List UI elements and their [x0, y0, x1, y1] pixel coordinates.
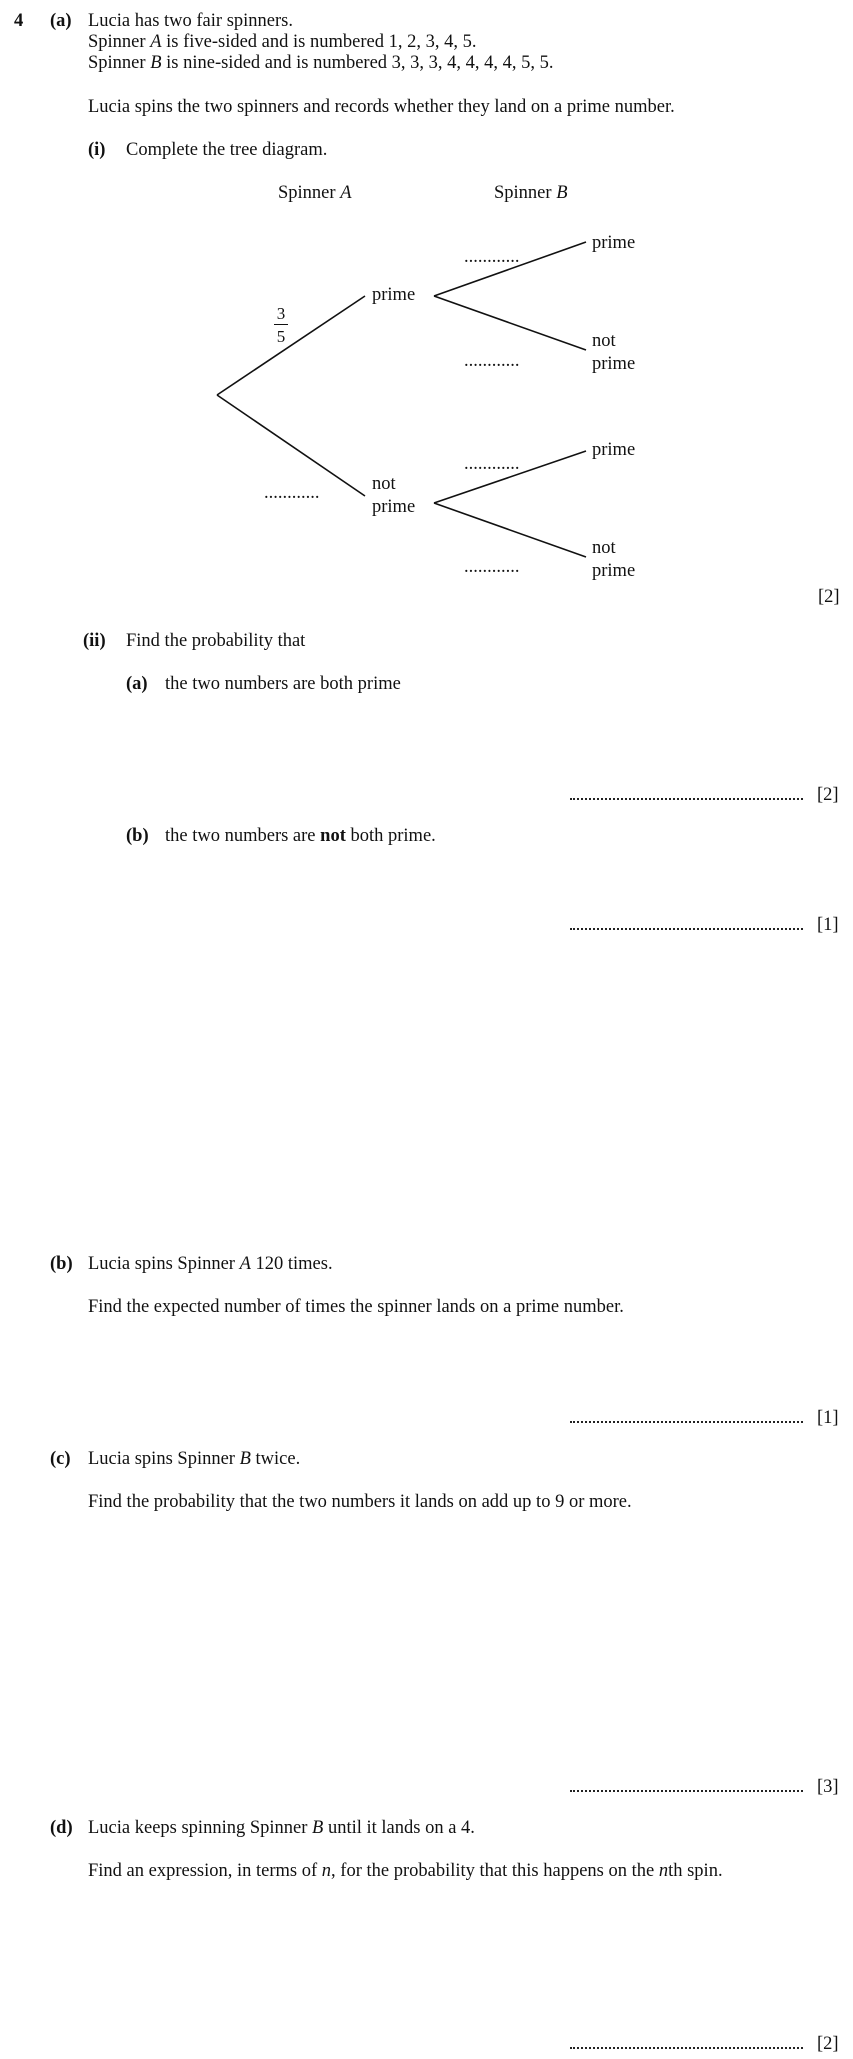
answer-line-a-ii-a[interactable]: [570, 784, 839, 805]
part-a-line2: Spinner A is five-sided and is numbered 1, 2, 3, 4, 5.: [88, 32, 477, 52]
question-number: 4: [14, 11, 24, 31]
part-a-i-text: Complete the tree diagram.: [126, 140, 328, 160]
tree-b1-not-label: not: [592, 331, 616, 351]
part-a-i-label: (i): [88, 140, 106, 160]
part-a-line3: Spinner B is nine-sided and is numbered 3, 3, 3, 4, 4, 4, 4, 5, 5.: [88, 53, 554, 73]
answer-line-b[interactable]: [570, 1407, 839, 1428]
part-a-ii-b-marks: [1]: [817, 915, 839, 935]
tree-blank-a-not-prime[interactable]: ............: [264, 483, 320, 503]
given-fraction: 3 5: [274, 305, 288, 345]
tree-b2-not-label: not: [592, 538, 616, 558]
part-c-line2: Find the probability that the two numbers it lands on add up to 9 or more.: [88, 1492, 632, 1512]
part-d-line1: Lucia keeps spinning Spinner B until it lands on a 4.: [88, 1818, 475, 1838]
part-d-marks: [2]: [817, 2034, 839, 2054]
tree-b2-prime-label: prime: [592, 440, 636, 460]
part-a-intro: Lucia spins the two spinners and records whether they land on a prime number.: [88, 97, 675, 117]
tree-a-prime-label: prime: [372, 285, 416, 305]
part-a-ii-b-label: (b): [126, 826, 149, 846]
tree-header-spinner-a: Spinner A: [278, 183, 352, 203]
part-a-line1: Lucia has two fair spinners.: [88, 11, 293, 31]
tree-a-not-prime-label: prime: [372, 497, 416, 517]
part-a-ii-label: (ii): [83, 631, 106, 651]
branch-a-prime: [217, 296, 365, 395]
part-a-label: (a): [50, 11, 72, 31]
tree-blank-b1-not-prime[interactable]: ............: [464, 351, 520, 371]
branch-b-prime-not: [434, 296, 586, 350]
answer-line-c[interactable]: [570, 1776, 839, 1797]
part-b-label: (b): [50, 1254, 73, 1274]
part-c-marks: [3]: [817, 1777, 839, 1797]
tree-branches: [0, 0, 853, 600]
part-a-ii-a-text: the two numbers are both prime: [165, 674, 401, 694]
part-c-label: (c): [50, 1449, 71, 1469]
part-a-ii-b-text: the two numbers are not both prime.: [165, 826, 436, 846]
part-a-ii-a-marks: [2]: [817, 785, 839, 805]
part-b-marks: [1]: [817, 1408, 839, 1428]
tree-a-not-label: not: [372, 474, 396, 494]
part-a-ii-text: Find the probability that: [126, 631, 306, 651]
part-b-line1: Lucia spins Spinner A 120 times.: [88, 1254, 333, 1274]
part-c-line1: Lucia spins Spinner B twice.: [88, 1449, 301, 1469]
branch-a-not-prime: [217, 395, 365, 496]
answer-line-a-ii-b[interactable]: [570, 914, 839, 935]
part-d-label: (d): [50, 1818, 73, 1838]
tree-b2-not-prime-label: prime: [592, 561, 636, 581]
part-d-line2: Find an expression, in terms of n, for the probability that this happens on the nth spin.: [88, 1861, 723, 1881]
tree-b1-prime-label: prime: [592, 233, 636, 253]
tree-blank-b2-not-prime[interactable]: ............: [464, 557, 520, 577]
tree-blank-b1-prime[interactable]: ............: [464, 247, 520, 267]
part-a-ii-a-label: (a): [126, 674, 148, 694]
part-a-i-marks: [2]: [818, 587, 840, 607]
tree-b1-not-prime-label: prime: [592, 354, 636, 374]
answer-line-d[interactable]: [570, 2033, 839, 2054]
tree-header-spinner-b: Spinner B: [494, 183, 568, 203]
branch-b-not-not: [434, 503, 586, 557]
part-b-line2: Find the expected number of times the spinner lands on a prime number.: [88, 1297, 624, 1317]
tree-blank-b2-prime[interactable]: ............: [464, 454, 520, 474]
